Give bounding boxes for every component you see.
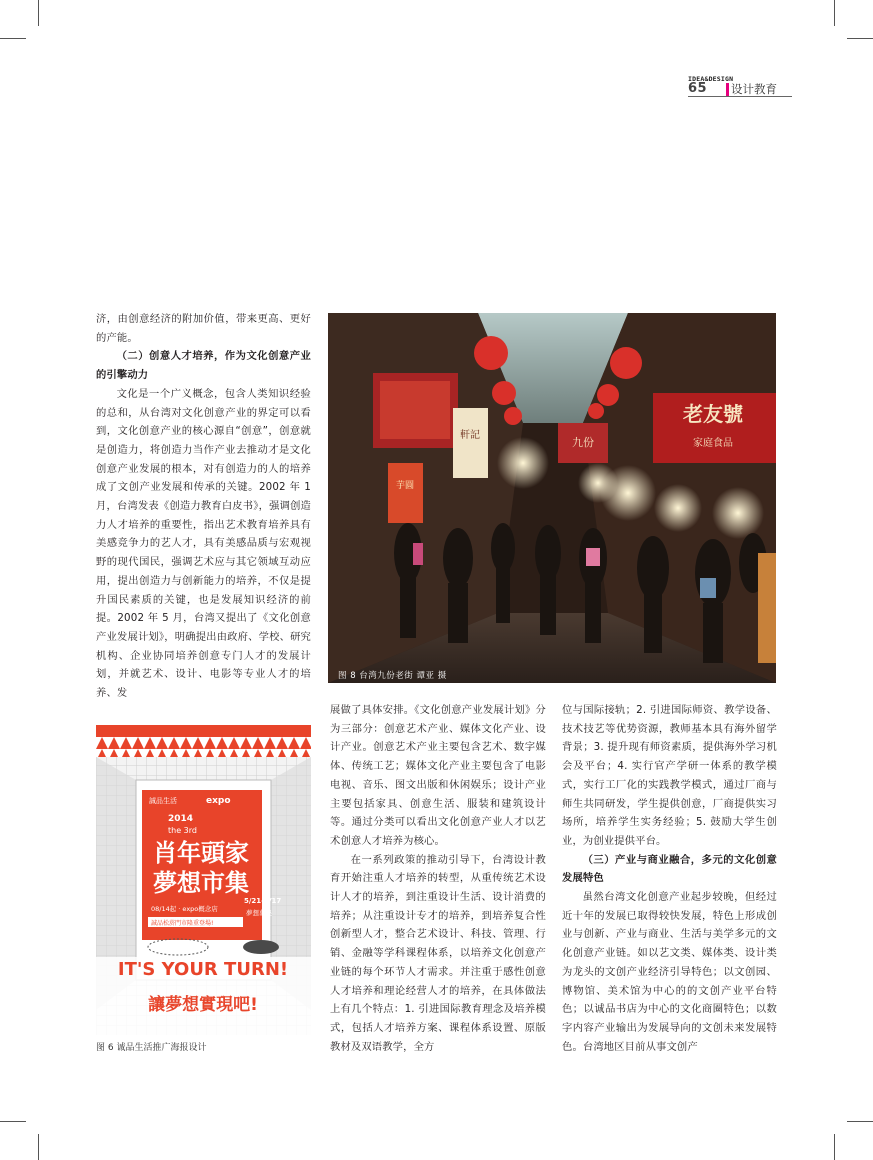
poster-slogan-zh: 讓夢想實現吧! bbox=[148, 995, 258, 1015]
poster-year: 2014 bbox=[168, 814, 194, 824]
sign-text: 老友號 bbox=[683, 402, 743, 426]
text-column-2 bbox=[330, 701, 546, 1056]
figure-8-caption: 图 8 台湾九份老街 谭亚 摄 bbox=[338, 671, 447, 681]
paragraph: 文化是一个广义概念，包含人类知识经验的总和，从台湾对文化创意产业的界定可以看到，文化创意产业的核心源自“创意”，创意就是创造力，将创造力当作产业去推动才是文化创意产业发展的根本，对有创造力的人的培养成了文创产业发展和传承的关键。2002 年 1 月，台湾发表《创造力教育白皮书》，强调创造力人才培养的重要性，指出艺术教育培养具有美感竞争力的艺人才，具有美感品质与宏观视野的现代国民，强调艺术应与其它领域互动应用，提出创造力与创新能力的培养，不仅是提升国民素质的关键，也是发展知识经济的前提。2002 年 5 月，台湾又提出了《文化创意产业发展计划》，明确提出由政府、学校、研究机构、企业协同培养创意专门人才的发展计划，并就艺术、设计、电影等专业人才的培养、发 bbox=[96, 387, 311, 700]
header-rule bbox=[688, 96, 792, 97]
sign-text: 軒記 bbox=[460, 430, 480, 441]
section-title: 设计教育 bbox=[731, 82, 777, 96]
sign-text: 九份 bbox=[572, 436, 594, 449]
page-number: 65 bbox=[688, 81, 708, 96]
figure-6-caption: 图 6 诚品生活推广海报设计 bbox=[96, 1043, 207, 1053]
poster-title-line1: 肖年頭家 bbox=[153, 838, 249, 867]
poster-logo-left: 誠品生活 bbox=[149, 797, 177, 805]
crop-mark bbox=[38, 0, 39, 26]
poster-recruit: 夢想募集 bbox=[246, 909, 272, 917]
figure-8-photo bbox=[328, 313, 776, 683]
section-heading: （二）创意人才培养，作为文化创意产业的引擎动力 bbox=[96, 350, 311, 382]
poster-edition: the 3rd bbox=[168, 826, 197, 835]
sign-text: 家庭食品 bbox=[693, 438, 733, 449]
sign-text: 芋圓 bbox=[395, 481, 415, 491]
poster-logo-right: expo bbox=[206, 796, 231, 806]
figure-6-poster bbox=[96, 725, 311, 1035]
crop-mark bbox=[834, 0, 835, 26]
crop-mark bbox=[847, 1121, 873, 1122]
text-column-3 bbox=[562, 701, 777, 1056]
poster-slogan-en: IT'S YOUR TURN! bbox=[117, 959, 289, 980]
paragraph: 展做了具体安排。《文化创意产业发展计划》分为三部分：创意艺术产业、媒体文化产业、设计产业。创意艺术产业主要包含艺术、数字媒体、传统工艺；媒体文化产业主要包含了电影电视、音乐、图文出版和休闲娱乐；设计产业主要包括家具、创意生活、服装和建筑设计等。通过分类可以看出文化创意产业人才以艺术创意人才培养为核心。 bbox=[330, 704, 546, 847]
paragraph: 位与国际接轨；2. 引进国际师资、教学设备、技术技艺等优势资源，教师基本具有海外留学背景；3. 提升现有师资素质，提供海外学习机会及平台；4. 实行官产学研一体系的教学模式，实行工厂化的实践教学模式，通过厂商与师生共同研发，学生提供创意，厂商提供实习场所，培养学生实务经验；5. 鼓励大学生创业，为创业提供平台。 bbox=[562, 704, 777, 847]
paragraph: 虽然台湾文化创意产业起步较晚，但经过近十年的发展已取得较快发展，特色上形成创业与创新、产业与商业、生活与美学多元的文化创意产业链。如以艺文类、媒体类、设计类为龙头的文创产业经济引导特色；以文创园、博物馆、美术馆为中心的的文创产业平台特色；以诚品书店为中心的文化商圈特色；以数字内容产业输出为发展导向的文创未来发展特色。台湾地区目前从事文创产 bbox=[562, 891, 777, 1053]
crop-mark bbox=[834, 1134, 835, 1160]
magazine-brand: IDEA&DESIGN bbox=[688, 75, 734, 83]
poster-title-line2: 夢想市集 bbox=[153, 868, 249, 897]
crop-mark bbox=[0, 38, 26, 39]
text-column-1 bbox=[96, 310, 311, 703]
crop-mark bbox=[38, 1134, 39, 1160]
paragraph: 在一系列政策的推动引导下，台湾设计教育开始注重人才培养的转型，从重传统艺术设计人才的培养，到注重设计生活、设计消费的培养；从注重设计专才的培养，到培养复合性创新型人才，整合艺术设计、科技、管理、行销、金融等学科课程体系，以培养文化创意产业链的每个环节人才需求。并注重于感性创意人才培养和理论经营人才的培养，在具体做法上有几个特点：1. 引进国际教育理念及培养模式，包括人才培养方案、课程体系设置、原版教材及双语教学，全方 bbox=[330, 853, 546, 1053]
paragraph: 济，由创意经济的附加价值，带来更高、更好的产能。 bbox=[96, 313, 311, 344]
section-heading: （三）产业与商业融合，多元的文化创意发展特色 bbox=[562, 853, 777, 885]
section-accent-bar bbox=[726, 83, 729, 96]
crop-mark bbox=[0, 1121, 26, 1122]
crop-mark bbox=[847, 38, 873, 39]
poster-info-line1: 08/14起 · expo概念店 bbox=[151, 905, 218, 913]
poster-date-range: 5/21-6/17 bbox=[244, 897, 282, 905]
poster-info-line2: 誠品松菸門市隆重登場! bbox=[151, 920, 214, 927]
